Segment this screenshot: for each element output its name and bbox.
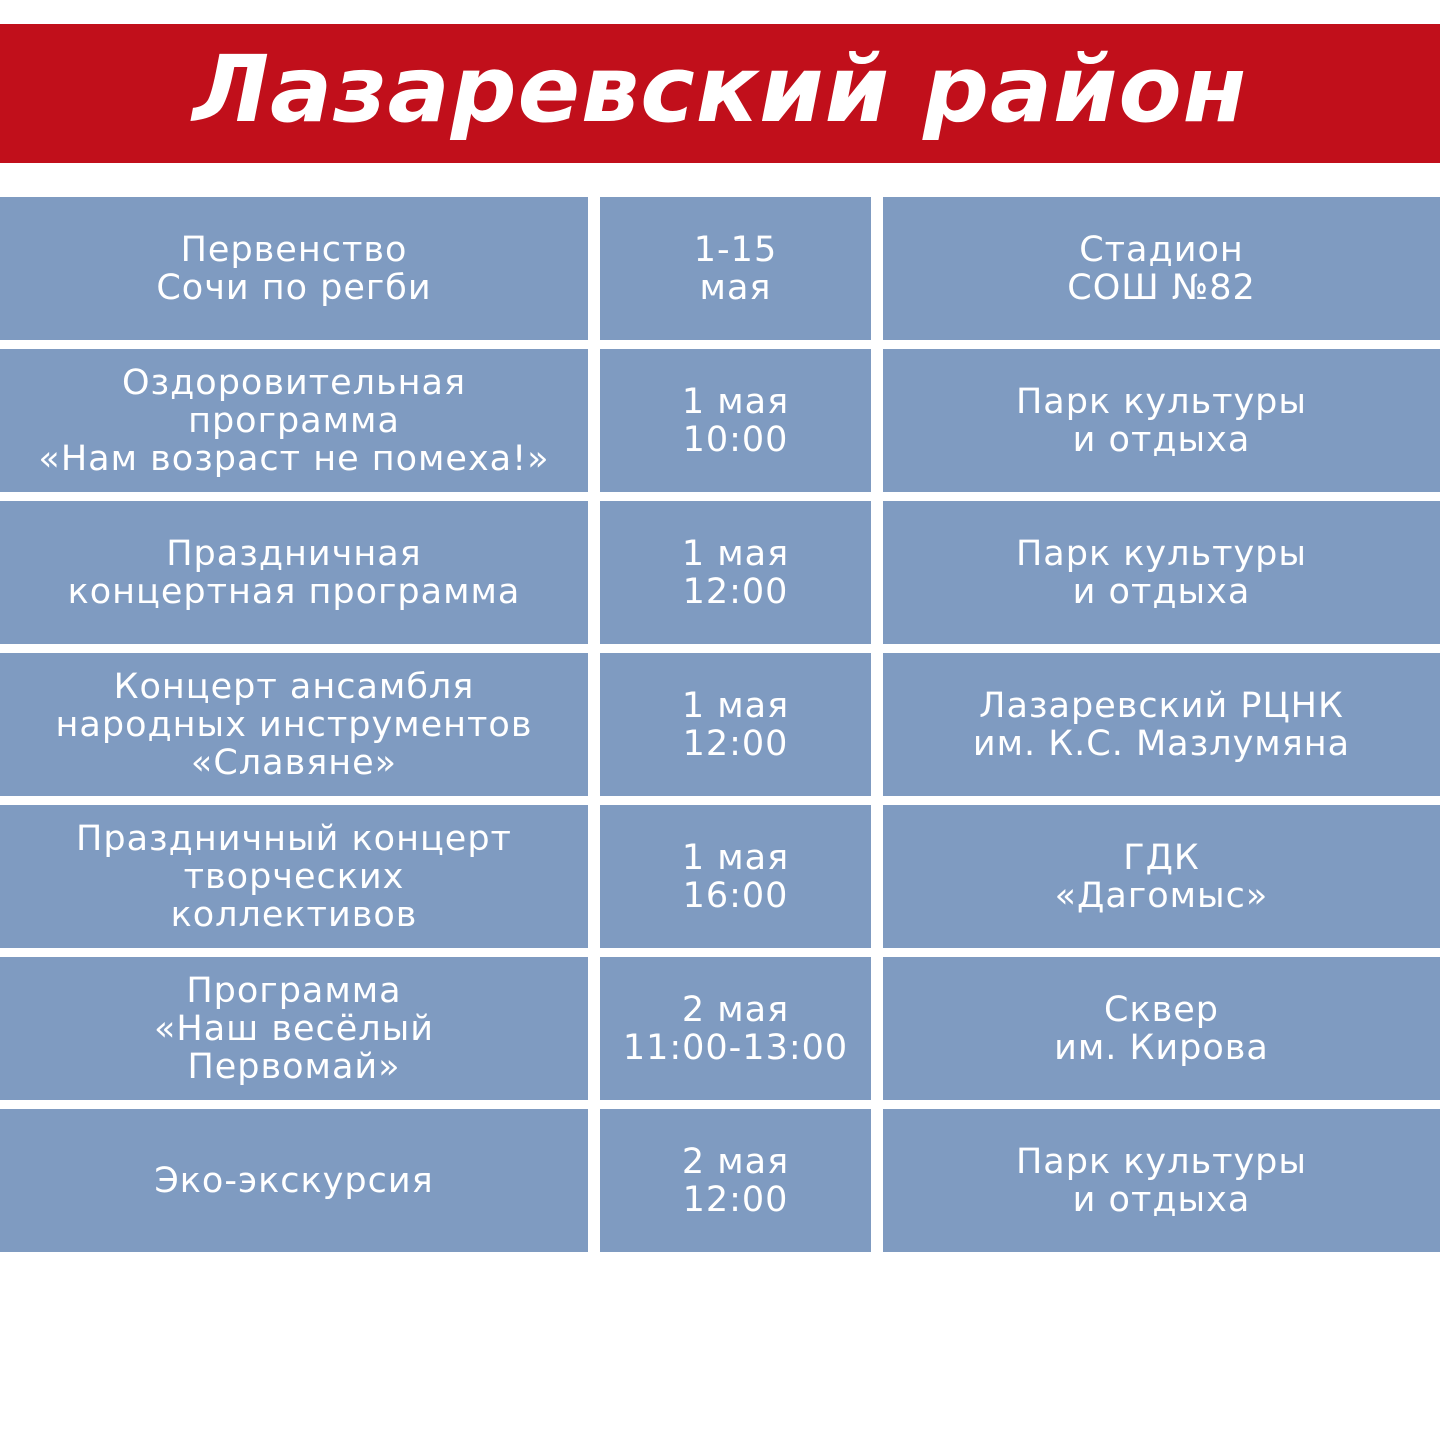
event-name-cell: Оздоровительная программа «Нам возраст не помеха!» bbox=[0, 349, 588, 492]
event-name-cell: Первенство Сочи по регби bbox=[0, 197, 588, 340]
event-place-cell: Лазаревский РЦНК им. К.С. Мазлумяна bbox=[883, 653, 1440, 796]
table-row bbox=[0, 653, 1440, 796]
events-table bbox=[0, 197, 1440, 1261]
page-title: Лазаревский район bbox=[192, 35, 1248, 143]
event-name-cell: Праздничный концерт творческих коллективов bbox=[0, 805, 588, 948]
event-name-cell: Концерт ансамбля народных инструментов «Славяне» bbox=[0, 653, 588, 796]
event-place-cell: ГДК «Дагомыс» bbox=[883, 805, 1440, 948]
event-date-cell: 1-15 мая bbox=[600, 197, 871, 340]
event-name-cell: Эко-экскурсия bbox=[0, 1109, 588, 1252]
table-row bbox=[0, 957, 1440, 1100]
header-banner bbox=[0, 24, 1440, 163]
event-date-cell: 1 мая 16:00 bbox=[600, 805, 871, 948]
table-row bbox=[0, 349, 1440, 492]
event-name-cell: Праздничная концертная программа bbox=[0, 501, 588, 644]
event-place-cell: Сквер им. Кирова bbox=[883, 957, 1440, 1100]
table-row bbox=[0, 1109, 1440, 1252]
table-row bbox=[0, 501, 1440, 644]
table-row bbox=[0, 197, 1440, 340]
event-date-cell: 1 мая 12:00 bbox=[600, 653, 871, 796]
table-row bbox=[0, 805, 1440, 948]
event-place-cell: Парк культуры и отдыха bbox=[883, 1109, 1440, 1252]
event-date-cell: 2 мая 11:00-13:00 bbox=[600, 957, 871, 1100]
event-place-cell: Парк культуры и отдыха bbox=[883, 501, 1440, 644]
event-place-cell: Парк культуры и отдыха bbox=[883, 349, 1440, 492]
event-name-cell: Программа «Наш весёлый Первомай» bbox=[0, 957, 588, 1100]
event-date-cell: 1 мая 10:00 bbox=[600, 349, 871, 492]
event-place-cell: Стадион СОШ №82 bbox=[883, 197, 1440, 340]
event-date-cell: 1 мая 12:00 bbox=[600, 501, 871, 644]
event-date-cell: 2 мая 12:00 bbox=[600, 1109, 871, 1252]
